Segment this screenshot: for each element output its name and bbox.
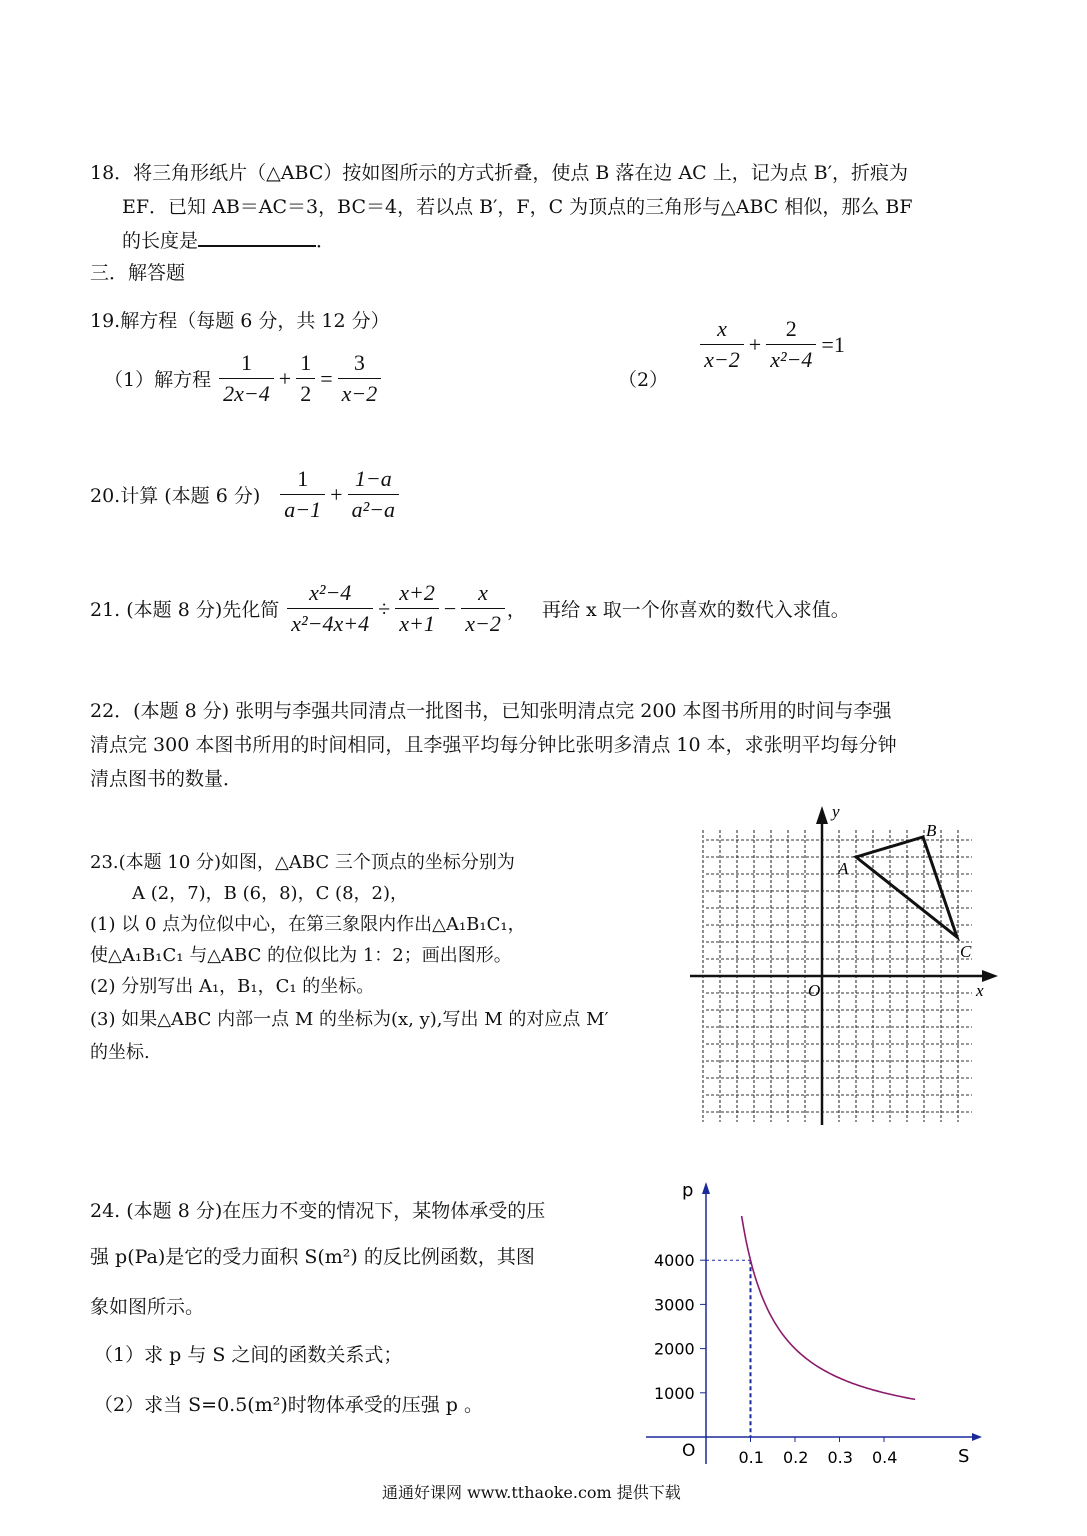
q18-line3-text: 的长度是 (122, 230, 199, 252)
fraction: $\frac{1}{2x-4}$ (219, 348, 274, 409)
inverse-curve (742, 1216, 916, 1399)
coordinate-grid-figure (682, 800, 1002, 1130)
q23-line3: (1) 以 0 点为位似中心，在第三象限内作出△A₁B₁C₁， (90, 914, 526, 935)
q21-title: 21. (本题 8 分)先化简 (90, 599, 280, 621)
fraction: $\frac{x}{x-2}$ (700, 314, 744, 375)
chart-y-arrow (702, 1182, 710, 1194)
chart-y-label: p (682, 1180, 694, 1201)
y-tick-label: 2000 (654, 1339, 695, 1359)
q18-line3 (122, 226, 335, 253)
q23-line7: 的坐标. (90, 1042, 150, 1063)
q22-line3: 清点图书的数量． (90, 768, 243, 790)
q19-p2-label: （2） (618, 369, 669, 391)
q22-line1: 22．(本题 8 分) 张明与李强共同清点一批图书，已知张明清点完 200 本图书所用的时间与李强 (90, 700, 892, 722)
fraction: $\frac{1}{a-1}$ (280, 464, 325, 525)
q23-line5: (2) 分别写出 A₁，B₁，C₁ 的坐标。 (90, 976, 375, 997)
q24-line3: 象如图所示。 (90, 1296, 205, 1318)
q18-line2: EF．已知 AB＝AC＝3，BC＝4，若以点 B′，F，C 为顶点的三角形与△ABC 相似，那么 BF (122, 196, 913, 218)
fraction: $\frac{1-a}{\text{a²−a}}$ (348, 464, 399, 525)
q19-title: 19.解方程（每题 6 分，共 12 分） (90, 310, 390, 332)
chart-x-arrow (972, 1433, 982, 1441)
fraction: $\frac{1}{2}$ (296, 348, 315, 409)
chart-x-label: S (958, 1446, 970, 1467)
q23-line6: (3) 如果△ABC 内部一点 M 的坐标为(x, y),写出 M 的对应点 M′ (90, 1009, 609, 1030)
q21-tail: 再给 x 取一个你喜欢的数代入求值。 (541, 599, 850, 621)
q18-line3-end: ． (316, 230, 336, 252)
q23-line1: 23.(本题 10 分)如图，△ABC 三个顶点的坐标分别为 (90, 852, 515, 873)
x-tick-label: 0.1 (738, 1448, 764, 1467)
y-tick-label: 4000 (654, 1251, 695, 1271)
q22-line2: 清点完 300 本图书所用的时间相同，且李强平均每分钟比张明多清点 10 本，求张明平均每分钟 (90, 734, 897, 756)
chart-origin-label: O (682, 1441, 696, 1461)
q24-line4: （1）求 p 与 S 之间的函数关系式； (94, 1344, 403, 1366)
x-tick-label: 0.4 (872, 1448, 898, 1467)
x-tick-label: 0.3 (827, 1448, 853, 1467)
answer-blank (198, 227, 316, 247)
fraction: $\frac{\text{x²−4}}{\text{x²−4x+4}}$ (287, 578, 373, 639)
pressure-area-chart (640, 1172, 990, 1472)
fraction: $\frac{x}{x-2}$ (461, 578, 505, 639)
q21: 21. (本题 8 分)先化简 $\frac{\text{x²−4}}{\text{x²−4x+4}}$ ÷ $\frac{x+2}{x+1}$ − $\frac{x}{x-2}$ ， 再给 x 取一个你喜欢的数代入求值。 (90, 578, 850, 639)
q18-line1: 18．将三角形纸片（△ABC）按如图所示的方式折叠，使点 B 落在边 AC 上，记为点 B′，折痕为 (90, 162, 909, 184)
q23-line4: 使△A₁B₁C₁ 与△ABC 的位似比为 1：2；画出图形。 (90, 945, 512, 966)
fraction: $\frac{2}{\text{x²−4}}$ (766, 314, 816, 375)
q20: 20.计算 (本题 6 分) $\frac{1}{a-1}$ + $\frac{1-a}{\text{a²−a}}$ (90, 464, 401, 525)
q19-p1-label: （1）解方程 (104, 369, 212, 391)
y-axis-label: y (832, 802, 840, 821)
q19-part1: （1）解方程 $\frac{1}{2x-4}$ + $\frac{1}{2}$ = $\frac{3}{x-2}$ (104, 348, 383, 409)
y-axis-arrow (816, 806, 828, 824)
q24-line2: 强 p(Pa)是它的受力面积 S(m²) 的反比例函数，其图 (90, 1246, 535, 1268)
fraction: $\frac{x+2}{x+1}$ (395, 578, 439, 639)
equation-rhs: =1 (821, 331, 845, 357)
origin-label: O (808, 981, 821, 1000)
x-tick-label: 0.2 (783, 1448, 809, 1467)
q24-line5: （2）求当 S=0.5(m²)时物体承受的压强 p 。 (94, 1394, 483, 1416)
q23-line2: A (2，7)，B (6，8)，C (8，2)， (132, 883, 409, 904)
y-tick-label: 1000 (654, 1383, 695, 1403)
vertex-c-label: C (960, 942, 972, 961)
section-heading: 三．解答题 (90, 262, 186, 284)
page-footer: 通通好课网 www.tthaoke.com 提供下载 (382, 1483, 681, 1502)
q20-title: 20.计算 (本题 6 分) (90, 485, 261, 507)
fraction: $\frac{3}{x-2}$ (338, 348, 382, 409)
q19-part2: （2） $\frac{x}{x-2}$ + $\frac{2}{\text{x²−4}}$ =1 (618, 316, 845, 391)
x-axis-label: x (976, 981, 984, 1000)
vertex-b-label: B (926, 821, 937, 840)
vertex-a-label: A (838, 859, 849, 878)
q24-line1: 24. (本题 8 分)在压力不变的情况下，某物体承受的压 (90, 1200, 546, 1222)
y-tick-label: 3000 (654, 1295, 695, 1315)
x-axis-arrow (982, 970, 998, 982)
